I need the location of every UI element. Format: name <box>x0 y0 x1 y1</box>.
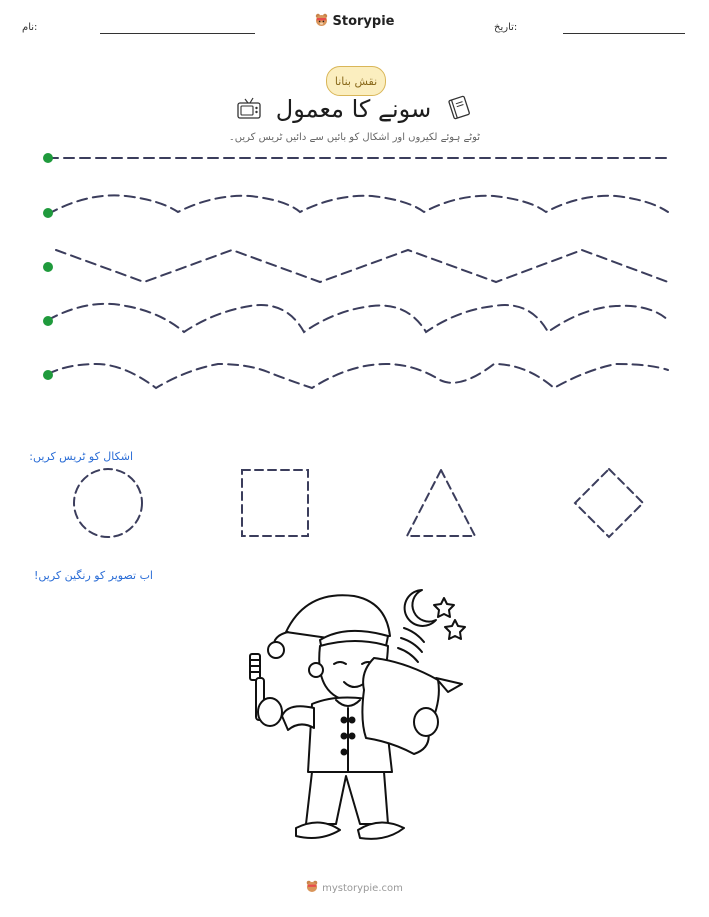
square-shape <box>242 470 308 536</box>
star-icon <box>445 620 465 639</box>
star-icon <box>434 598 454 617</box>
bear-logo-icon <box>315 12 328 31</box>
start-dot <box>43 370 53 380</box>
title-row <box>0 94 709 124</box>
shapes-section-label: اشکال کو ٹریس کریں: <box>29 450 133 463</box>
page-title: سونے کا معمول <box>275 95 432 123</box>
start-dot <box>43 208 53 218</box>
triangle-shape <box>407 470 475 536</box>
footer <box>0 880 709 896</box>
wave-trace-line <box>48 195 668 214</box>
curve-trace-line <box>48 304 668 332</box>
start-dot <box>43 153 53 163</box>
diamond-shape <box>575 469 643 537</box>
name-label: نام: <box>22 22 38 33</box>
bump-trace-line <box>48 364 668 388</box>
bear-logo-icon <box>306 880 318 896</box>
tv-icon <box>236 94 262 124</box>
trace-shapes <box>0 465 709 545</box>
pillow-icon <box>362 658 438 754</box>
start-dot <box>43 316 53 326</box>
moon-icon <box>405 590 436 626</box>
activity-badge: نقش بنانا <box>326 66 386 96</box>
name-field[interactable] <box>100 33 255 34</box>
footer-link[interactable]: mystorypie.com <box>322 882 403 894</box>
book-icon <box>445 94 473 124</box>
date-field[interactable] <box>563 33 685 34</box>
coloring-section-label: اب تصویر کو رنگین کریں! <box>33 569 153 582</box>
coloring-illustration <box>236 580 476 850</box>
brand-name: Storypie <box>332 14 395 29</box>
date-label: تاریخ: <box>494 22 518 33</box>
brand <box>0 12 709 31</box>
instruction-text: ٹوٹے ہوئے لکیروں اور اشکال کو بائیں سے دائیں ٹریس کریں۔ <box>228 132 481 143</box>
start-dot <box>43 262 53 272</box>
zigzag-trace-line <box>56 250 668 282</box>
circle-shape <box>74 469 142 537</box>
tracing-lines <box>0 140 709 400</box>
